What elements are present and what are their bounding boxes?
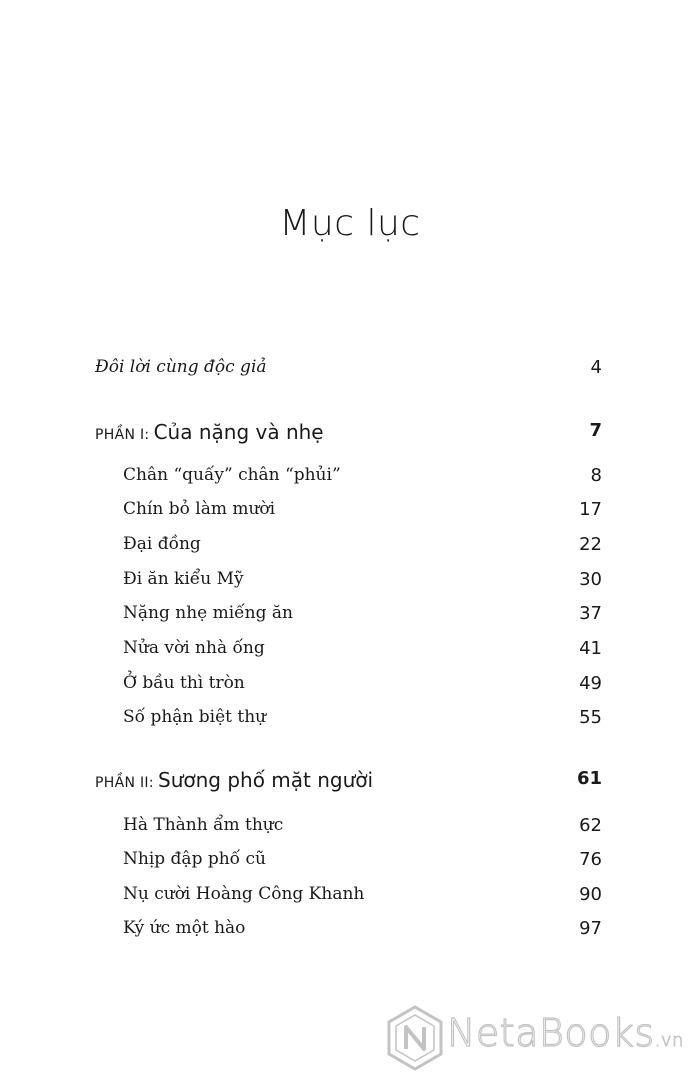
toc-entry-label: Chân “quấy” chân “phủi” [123, 465, 341, 485]
part-title: Của nặng và nhẹ [153, 420, 324, 444]
toc-entry[interactable] [0, 603, 700, 635]
toc-entry[interactable] [0, 638, 700, 670]
toc-entry[interactable] [0, 569, 700, 601]
part-prefix: PHẦN I [95, 427, 145, 443]
toc-entry-page: 76 [579, 849, 602, 870]
toc-entry-label: Nhịp đập phố cũ [123, 849, 266, 869]
toc-entry-label: Nặng nhẹ miếng ăn [123, 603, 293, 623]
toc-entry-page: 22 [579, 534, 602, 555]
toc-entry-label: Đại đồng [123, 534, 201, 554]
toc-entry-page: 37 [579, 603, 602, 624]
toc-entry-label: Hà Thành ẩm thực [123, 815, 284, 835]
toc-part-2[interactable]: PHẦN II: Sương phố mặt người 61 [95, 768, 602, 792]
toc-entry[interactable] [0, 707, 700, 739]
toc-part-1[interactable]: PHẦN I: Của nặng và nhẹ 7 [95, 420, 602, 444]
toc-entry-page: 17 [579, 499, 602, 520]
watermark-suffix: .vn [654, 1030, 684, 1051]
toc-intro-entry[interactable] [0, 357, 700, 389]
netabooks-watermark [385, 1003, 695, 1073]
toc-entry[interactable] [0, 499, 700, 531]
toc-entry-page: 4 [590, 357, 602, 378]
toc-entry[interactable] [0, 465, 700, 497]
netabooks-logo-icon [385, 1003, 445, 1073]
toc-entry[interactable] [0, 849, 700, 881]
toc-entry-label: Đôi lời cùng độc giả [95, 357, 267, 377]
toc-entry[interactable] [0, 918, 700, 950]
part-page: 7 [589, 420, 602, 441]
watermark-brand: NetaBooks [447, 1011, 655, 1055]
toc-entry-label: Ở bầu thì tròn [123, 673, 245, 693]
toc-entry-label: Ký ức một hào [123, 918, 246, 938]
toc-entry[interactable] [0, 884, 700, 916]
part-title: Sương phố mặt người [158, 768, 374, 792]
toc-entry-page: 41 [579, 638, 602, 659]
toc-entry-label: Chín bỏ làm mười [123, 499, 276, 519]
toc-entry-page: 30 [579, 569, 602, 590]
toc-entry-page: 62 [579, 815, 602, 836]
toc-entry[interactable] [0, 534, 700, 566]
part-prefix: PHẦN II [95, 775, 149, 791]
part-page: 61 [576, 768, 602, 789]
toc-entry-page: 90 [579, 884, 602, 905]
toc-entry-page: 97 [579, 918, 602, 939]
toc-entry-label: Đi ăn kiểu Mỹ [123, 569, 244, 589]
toc-entry-label: Nửa vời nhà ống [123, 638, 265, 658]
toc-entry-page: 8 [590, 465, 602, 486]
toc-entry[interactable] [0, 815, 700, 847]
toc-entry[interactable] [0, 673, 700, 705]
toc-entry-label: Nụ cười Hoàng Công Khanh [123, 884, 365, 904]
toc-entry-page: 49 [579, 673, 602, 694]
toc-entry-page: 55 [579, 707, 602, 728]
page-title: Mục lục [279, 203, 421, 244]
toc-entry-label: Số phận biệt thự [123, 707, 267, 727]
